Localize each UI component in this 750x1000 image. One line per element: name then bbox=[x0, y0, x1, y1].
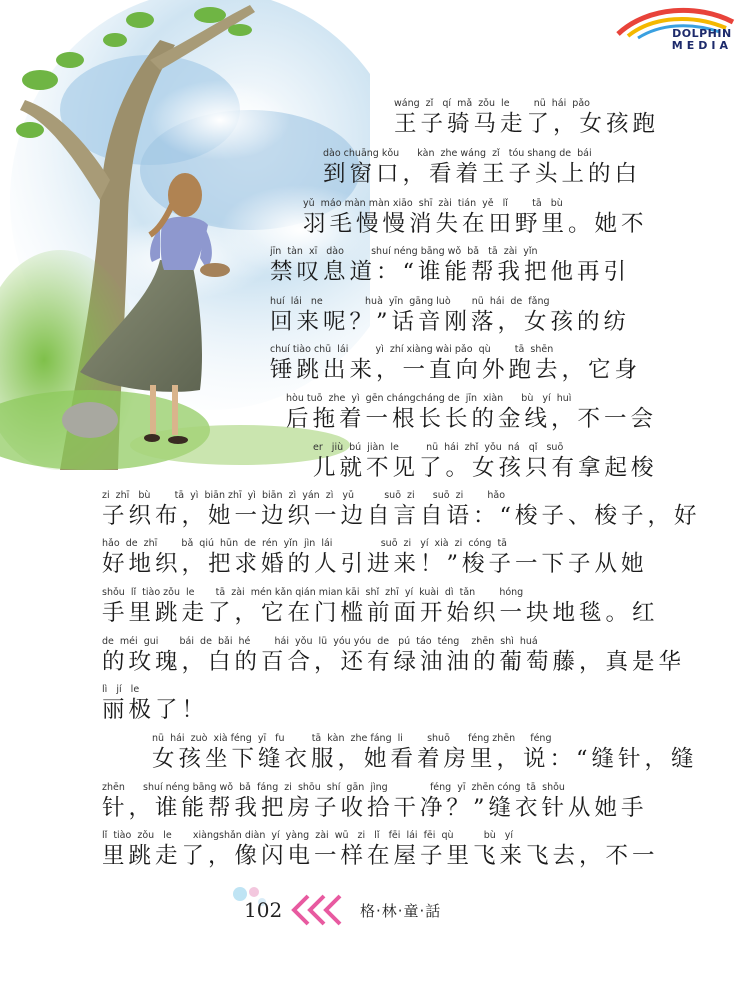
pinyin-line: lì jí le bbox=[102, 684, 140, 695]
pinyin-line: zhēn shuí néng bāng wǒ bǎ fáng zi shōu shí gān jìng féng yī zhēn cóng tā shǒu bbox=[102, 782, 565, 793]
pinyin-line: zi zhī bù tā yì biān zhī yì biān zì yán zì yǔ suō zi suō zi hǎo bbox=[102, 490, 506, 501]
pinyin-line: hòu tuō zhe yì gēn chángcháng de jīn xiàn bù yí huì bbox=[286, 393, 572, 404]
logo-text bbox=[672, 28, 732, 52]
logo-line-2: MEDIA bbox=[671, 39, 732, 52]
hanzi-line: 到窗口，看着王子头上的白 bbox=[323, 161, 642, 187]
hanzi-line: 禁叹息道：“谁能帮我把他再引 bbox=[270, 259, 631, 285]
hanzi-line: 好地织，把求婚的人引进来！”梭子一下子从她 bbox=[102, 551, 648, 577]
hanzi-line: 的玫瑰，白的百合，还有绿油油的葡萄藤，真是华 bbox=[102, 649, 686, 675]
hanzi-line: 回来呢？”话音刚落，女孩的纺 bbox=[270, 309, 631, 335]
text-line bbox=[303, 198, 648, 244]
text-line bbox=[270, 344, 641, 390]
hanzi-line: 羽毛慢慢消失在田野里。她不 bbox=[303, 211, 648, 237]
hanzi-line: 丽极了！ bbox=[102, 697, 209, 723]
text-line bbox=[102, 830, 659, 876]
text-line bbox=[323, 148, 641, 194]
page-number: 102 bbox=[244, 898, 283, 922]
text-line bbox=[270, 296, 630, 342]
pinyin-line: dào chuāng kǒu kàn zhe wáng zǐ tóu shang de bái bbox=[323, 148, 592, 159]
hanzi-line: 针，谁能帮我把房子收拾干净？”缝衣针从她手 bbox=[102, 795, 648, 821]
logo-line-1: DOLPHIN bbox=[672, 27, 732, 40]
text-line bbox=[102, 636, 685, 682]
hanzi-line: 子织布，她一边织一边自言自语：“梭子、梭子，好 bbox=[102, 503, 701, 529]
pinyin-line: lǐ tiào zǒu le xiàngshǎn diàn yí yàng zài wū zi lǐ fēi lái fēi qù bù yí bbox=[102, 830, 514, 841]
pinyin-line: hǎo de zhī bǎ qiú hūn de rén yǐn jìn lái suō zi yí xià zi cóng tā bbox=[102, 538, 508, 549]
hanzi-line: 里跳走了，像闪电一样在屋子里飞来飞去，不一 bbox=[102, 843, 659, 869]
text-line bbox=[102, 684, 208, 730]
text-line bbox=[394, 98, 659, 144]
text-line bbox=[102, 538, 648, 584]
pinyin-line: jīn tàn xī dào shuí néng bāng wǒ bǎ tā zài yǐn bbox=[270, 246, 538, 257]
hanzi-line: 手里跳走了，它在门槛前面开始织一块地毯。红 bbox=[102, 600, 659, 626]
book-title: 格·林·童·話 bbox=[360, 902, 442, 920]
pinyin-line: huí lái ne huà yīn gāng luò nǚ hái de fǎng bbox=[270, 296, 550, 307]
text-line bbox=[102, 587, 659, 633]
text-line bbox=[313, 442, 658, 488]
page-footer bbox=[232, 886, 492, 926]
pinyin-line: chuí tiào chū lái yì zhí xiàng wài pǎo qù tā shēn bbox=[270, 344, 554, 355]
pinyin-line: wáng zǐ qí mǎ zǒu le nǚ hái pǎo bbox=[394, 98, 590, 109]
hanzi-line: 儿就不见了。女孩只有拿起梭 bbox=[313, 455, 658, 481]
hanzi-line: 锤跳出来，一直向外跑去，它身 bbox=[270, 357, 642, 383]
text-line bbox=[286, 393, 657, 439]
pinyin-line: yǔ máo màn màn xiāo shī zài tián yě lǐ tā bù bbox=[303, 198, 563, 209]
chevron-left-icon bbox=[290, 894, 352, 926]
hanzi-line: 王子骑马走了，女孩跑 bbox=[394, 111, 660, 137]
pinyin-line: de méi gui bái de bǎi hé hái yǒu lǜ yóu yóu de pú táo téng zhēn shì huá bbox=[102, 636, 538, 647]
text-line bbox=[102, 782, 648, 828]
text-line bbox=[270, 246, 630, 292]
hanzi-line: 后拖着一根长长的金线，不一会 bbox=[286, 406, 658, 432]
text-line bbox=[102, 490, 701, 536]
pinyin-line: shǒu lǐ tiào zǒu le tā zài mén kǎn qián mian kāi shǐ zhī yí kuài dì tǎn hóng bbox=[102, 587, 524, 598]
text-line bbox=[152, 733, 698, 779]
pinyin-line: nǚ hái zuò xià féng yī fu tā kàn zhe fáng li shuō féng zhēn féng bbox=[152, 733, 552, 744]
pinyin-line: er jiù bú jiàn le nǚ hái zhǐ yǒu ná qǐ suō bbox=[313, 442, 564, 453]
hanzi-line: 女孩坐下缝衣服，她看着房里，说：“缝针，缝 bbox=[152, 746, 698, 772]
